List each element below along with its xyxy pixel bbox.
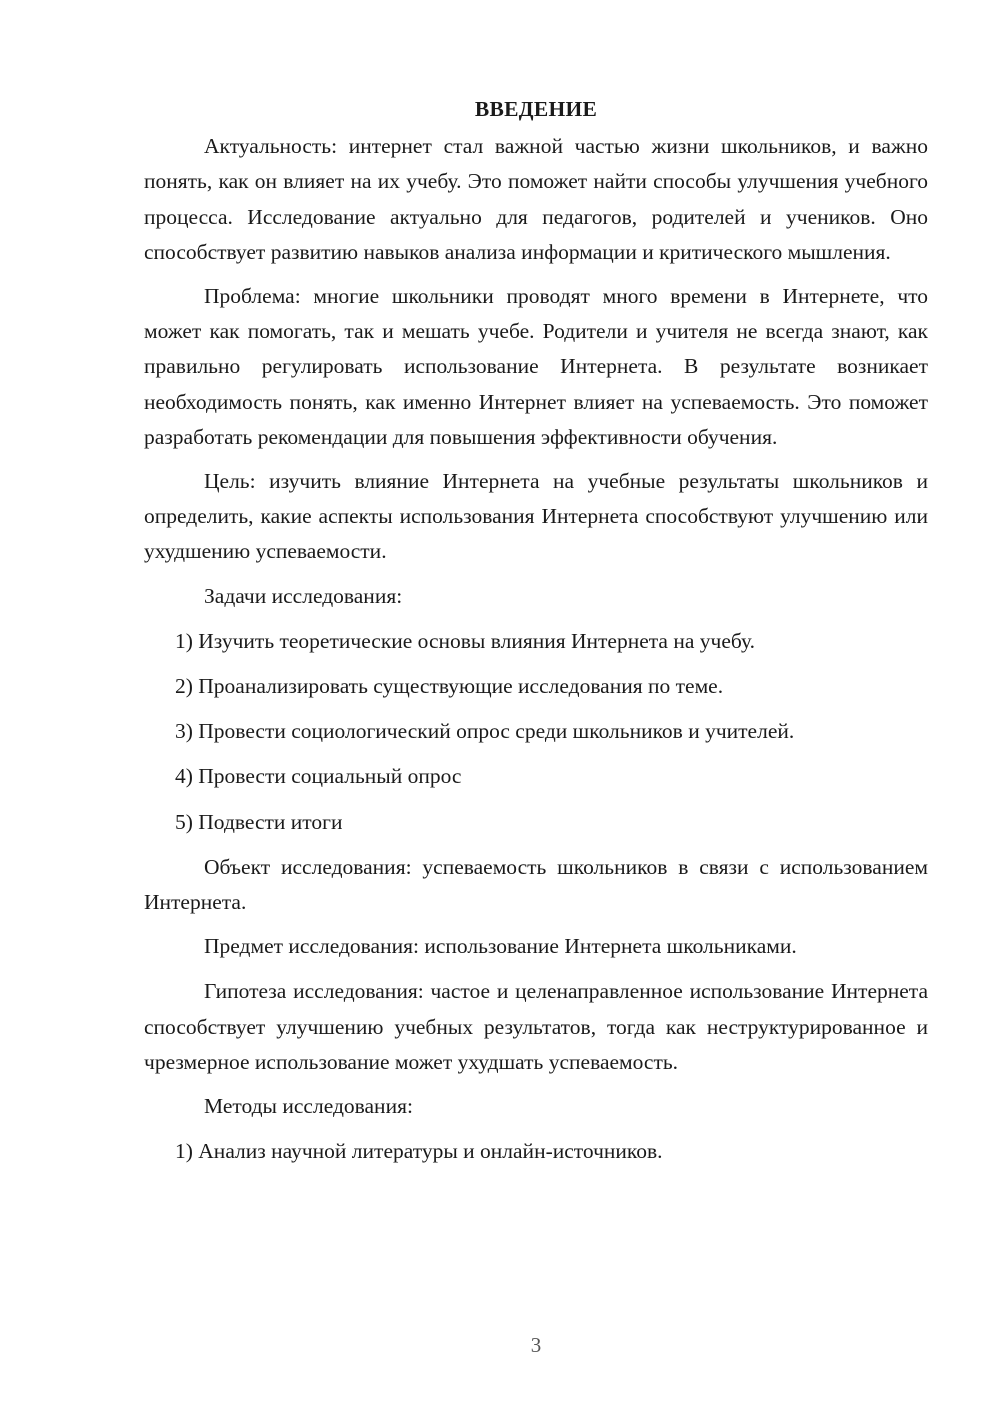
document-page <box>144 92 928 1179</box>
page-number: 3 <box>530 1333 542 1357</box>
task-item: 1) Изучить теоретические основы влияния Интернета на учебу. <box>175 628 755 653</box>
tasks-title: Задачи исследования: <box>204 583 403 608</box>
section-heading: ВВЕДЕНИЕ <box>474 97 598 121</box>
task-item: 2) Проанализировать существующие исследования по теме. <box>175 674 724 699</box>
methods-list <box>144 1134 928 1169</box>
object-paragraph: Объект исследования: успеваемость школьников в связи с использованием Интернета. <box>144 854 928 915</box>
subject-paragraph: Предмет исследования: использование Интернета школьниками. <box>204 934 797 959</box>
task-item: 3) Провести социологический опрос среди школьников и учителей. <box>175 719 795 744</box>
hypothesis-paragraph: Гипотеза исследования: частое и целенаправленное использование Интернета способствует улучшению учебных результатов, тогда как неструктурированное и чрезмерное использование может ухудшать успеваемость. <box>144 979 928 1074</box>
task-item: 5) Подвести итоги <box>175 809 343 834</box>
task-item: 4) Провести социальный опрос <box>175 764 462 789</box>
tasks-list <box>144 624 928 840</box>
relevance-paragraph: Актуальность: интернет стал важной частью жизни школьников, и важно понять, как он влияет на их учебу. Это поможет найти способы улучшения учебного процесса. Исследование актуально для педагогов, родителей и учеников. Оно способствует развитию навыков анализа информации и критического мышления. <box>144 134 928 264</box>
goal-paragraph: Цель: изучить влияние Интернета на учебные результаты школьников и определить, какие аспекты использования Интернета способствуют улучшению или ухудшению успеваемости. <box>144 469 928 564</box>
methods-title: Методы исследования: <box>204 1094 413 1119</box>
problem-paragraph: Проблема: многие школьники проводят много времени в Интернете, что может как помогать, так и мешать учебе. Родители и учителя не всегда знают, как правильно регулировать использование Интернета. В результате возникает необходимость понять, как именно Интернет влияет на успеваемость. Это поможет разработать рекомендации для повышения эффективности обучения. <box>144 284 928 449</box>
method-item: 1) Анализ научной литературы и онлайн-источников. <box>175 1139 663 1164</box>
